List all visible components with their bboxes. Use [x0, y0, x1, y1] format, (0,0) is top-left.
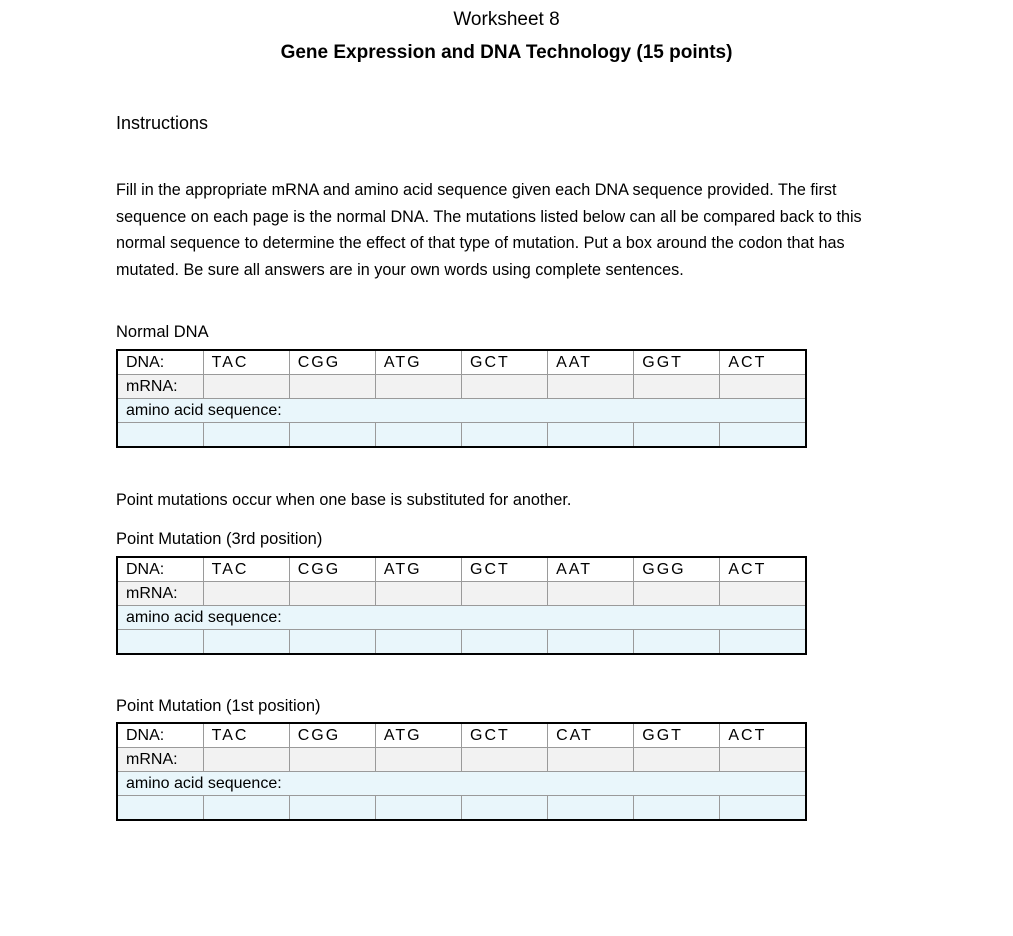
dna-codon: AAT [548, 557, 634, 582]
mrna-row [117, 375, 806, 399]
dna-row [117, 723, 806, 748]
amino-cell[interactable] [117, 423, 203, 448]
amino-cell[interactable] [203, 630, 289, 655]
mrna-label: mRNA: [117, 375, 203, 399]
amino-cell[interactable] [462, 423, 548, 448]
point3-table [116, 556, 807, 655]
dna-codon: GCT [462, 557, 548, 582]
dna-codon: ACT [720, 350, 806, 375]
mrna-cell[interactable] [203, 375, 289, 399]
amino-cell[interactable] [462, 796, 548, 821]
amino-cell[interactable] [462, 630, 548, 655]
mrna-label: mRNA: [117, 748, 203, 772]
instructions-text: Fill in the appropriate mRNA and amino acid sequence given each DNA sequence provided. The first sequence on each page is the normal DNA. The mutations listed below can all be compared back to this normal sequence to determine the effect of that type of mutation. Put a box around the codon that has mutated. Be sure all answers are in your own words using complete sentences. [116, 181, 862, 279]
dna-codon: CGG [289, 350, 375, 375]
dna-codon: GGG [634, 557, 720, 582]
amino-cell[interactable] [634, 796, 720, 821]
mrna-cell[interactable] [289, 748, 375, 772]
dna-codon: GGT [634, 723, 720, 748]
amino-row [117, 796, 806, 821]
amino-cell[interactable] [375, 796, 461, 821]
mrna-cell[interactable] [203, 582, 289, 606]
amino-row [117, 630, 806, 655]
dna-codon: ATG [375, 723, 461, 748]
mrna-cell[interactable] [548, 375, 634, 399]
amino-label-row [117, 772, 806, 796]
dna-codon: GCT [462, 723, 548, 748]
dna-codon: CGG [289, 723, 375, 748]
mrna-cell[interactable] [375, 582, 461, 606]
mrna-cell[interactable] [634, 748, 720, 772]
amino-cell[interactable] [720, 423, 806, 448]
dna-codon: CGG [289, 557, 375, 582]
point-mutation-note: Point mutations occur when one base is substituted for another. [116, 491, 572, 509]
mrna-label: mRNA: [117, 582, 203, 606]
point3-heading: Point Mutation (3rd position) [116, 530, 323, 548]
mrna-cell[interactable] [375, 375, 461, 399]
amino-cell[interactable] [289, 423, 375, 448]
dna-label: DNA: [117, 723, 203, 748]
dna-codon: TAC [203, 350, 289, 375]
mrna-cell[interactable] [720, 748, 806, 772]
amino-label: amino acid sequence: [117, 606, 806, 630]
amino-label: amino acid sequence: [117, 772, 806, 796]
mrna-cell[interactable] [289, 375, 375, 399]
mrna-cell[interactable] [548, 582, 634, 606]
amino-cell[interactable] [203, 796, 289, 821]
dna-codon: ATG [375, 350, 461, 375]
dna-codon: ATG [375, 557, 461, 582]
mrna-row [117, 582, 806, 606]
dna-row [117, 557, 806, 582]
amino-cell[interactable] [548, 423, 634, 448]
mrna-cell[interactable] [720, 582, 806, 606]
mrna-cell[interactable] [720, 375, 806, 399]
dna-codon: TAC [203, 723, 289, 748]
mrna-cell[interactable] [462, 375, 548, 399]
amino-cell[interactable] [289, 630, 375, 655]
mrna-row [117, 748, 806, 772]
normal-dna-table [116, 349, 807, 448]
mrna-cell[interactable] [548, 748, 634, 772]
dna-codon: TAC [203, 557, 289, 582]
mrna-cell[interactable] [375, 748, 461, 772]
amino-cell[interactable] [720, 796, 806, 821]
amino-cell[interactable] [634, 423, 720, 448]
amino-cell[interactable] [548, 630, 634, 655]
dna-row [117, 350, 806, 375]
mrna-cell[interactable] [634, 582, 720, 606]
mrna-cell[interactable] [289, 582, 375, 606]
mrna-cell[interactable] [462, 582, 548, 606]
normal-dna-heading: Normal DNA [116, 323, 209, 341]
mrna-cell[interactable] [634, 375, 720, 399]
amino-cell[interactable] [375, 630, 461, 655]
amino-cell[interactable] [117, 796, 203, 821]
amino-cell[interactable] [289, 796, 375, 821]
mrna-cell[interactable] [462, 748, 548, 772]
amino-label-row [117, 606, 806, 630]
dna-codon: ACT [720, 723, 806, 748]
dna-label: DNA: [117, 350, 203, 375]
point1-heading: Point Mutation (1st position) [116, 697, 321, 715]
instructions-heading: Instructions [116, 113, 209, 133]
amino-label-row [117, 399, 806, 423]
amino-cell[interactable] [117, 630, 203, 655]
worksheet-title: Worksheet 8 [453, 9, 560, 30]
worksheet-subtitle: Gene Expression and DNA Technology (15 points) [280, 42, 733, 63]
amino-cell[interactable] [203, 423, 289, 448]
dna-label: DNA: [117, 557, 203, 582]
amino-cell[interactable] [548, 796, 634, 821]
mrna-cell[interactable] [203, 748, 289, 772]
dna-codon: CAT [548, 723, 634, 748]
amino-label: amino acid sequence: [117, 399, 806, 423]
amino-cell[interactable] [634, 630, 720, 655]
dna-codon: ACT [720, 557, 806, 582]
amino-row [117, 423, 806, 448]
amino-cell[interactable] [375, 423, 461, 448]
dna-codon: GCT [462, 350, 548, 375]
amino-cell[interactable] [720, 630, 806, 655]
dna-codon: AAT [548, 350, 634, 375]
dna-codon: GGT [634, 350, 720, 375]
point1-table [116, 722, 807, 821]
